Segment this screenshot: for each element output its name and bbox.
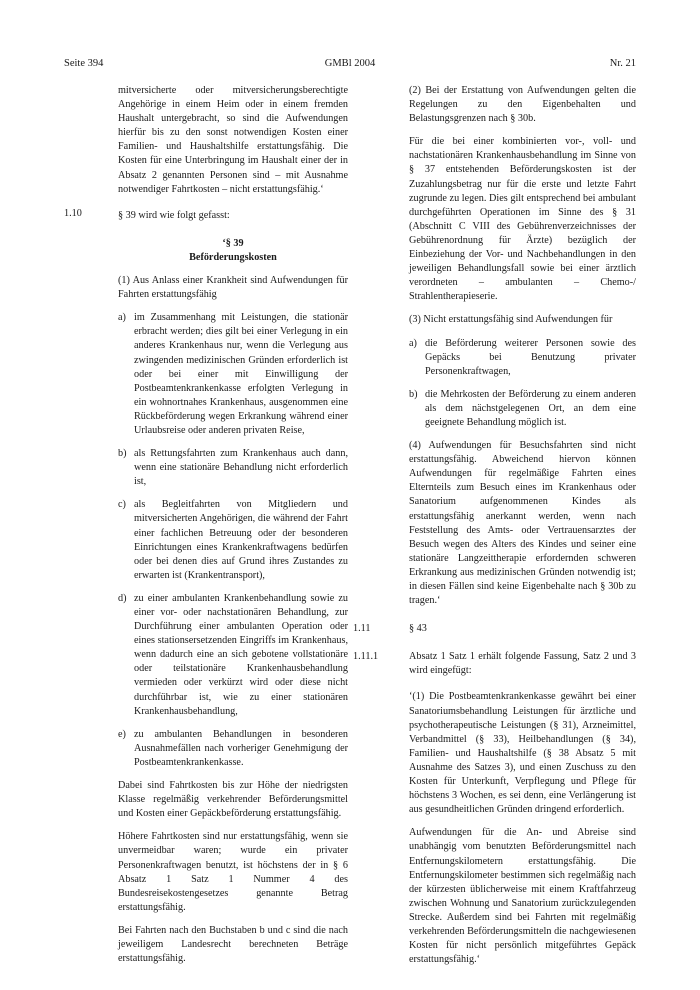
- list-label: c): [118, 499, 126, 511]
- quoted-paragraph: ‘(1) Die Postbeamtenkrankenkasse gewährt bei einer Sanatoriumsbehandlung Leistungen für ärztliche und psychotherapeutische Leistungen (§ 31), Arzneimittel, Verbandmittel (§ 33), Heilbehandlungen (§ 34), Familien- und Haushaltshilfe (§ 38 Absatz 5 mit Ausnahme des Satzes 3), und einen Zuschuss zu den Kosten für Unterkunft, Verpflegung und Pflege für höchstens 3 Wochen, es sei denn, eine Verlängerung ist aus gesundheitlichen Gründen dringend erforderlich.: [409, 691, 636, 816]
- list-label: d): [118, 592, 127, 604]
- list-item: [118, 447, 348, 489]
- section-number: 1.11: [353, 623, 371, 635]
- paragraph: (3) Nicht erstattungsfähig sind Aufwendungen für: [409, 314, 613, 326]
- list-item: [118, 311, 348, 438]
- paragraph: (4) Aufwendungen für Besuchsfahrten sind nicht erstattungsfähig. Abweichend hiervon können Aufwendungen für regelmäßige Fahrten eines Elternteils zum Besuch eines im Krankenhaus oder Sanatorium aufgenommenen Kindes als erstattungsfähig anerkannt werden, wenn nach Feststellung des Amts- oder Vertrauensarztes der Besuch wegen des Alters des Kindes und seiner eine stationäre Langzeittherapie erfordernden schweren Erkrankung aus medizinischen Gründen notwendig ist; in diesen Fällen sind keine Eigenbehalte nach § 30b zu tragen.‘: [409, 440, 636, 607]
- list-text: die Mehrkosten der Beförderung zu einem anderen als dem nächstgelegenen Ort, an dem eine geeignete Behandlung möglich ist.: [425, 388, 636, 428]
- list-label: b): [409, 388, 418, 400]
- paragraph: (2) Bei der Erstattung von Aufwendungen gelten die Regelungen zu den Eigenbehalten und Belastungsgrenzen nach § 30b.: [409, 85, 636, 125]
- left-column: [118, 84, 348, 966]
- intro-paragraph: mitversicherte oder mitversicherungsberechtigte Angehörige in einem Heim oder in einem fremden Haushalt untergebracht, so sind die Aufwendungen hierfür bis zu den sonst notwendigen Kosten einer Familien- und Haushaltshilfe erstattungsfähig. Die Kosten für eine Unterbringung im Haushalt einer der in Absatz 2 genannten Personen sind – mit Ausnahme notwendiger Fahrtkosten – nicht erstattungsfähig.‘: [118, 85, 348, 195]
- list-text: im Zusammenhang mit Leistungen, die stationär erbracht werden; dies gilt bei einer Verlegung in ein anderes Krankenhaus nur, wenn die Verlegung aus zwingenden medizinischen Gründen erforderlich ist oder bei einer mit Einwilligung der Postbeamtenkrankenkasse erfolgten Verlegung in ein wohnortnahes Krankenhaus, ausgenommen eine Rückbeförderung wegen Erkrankung während einer Urlaubsreise oder anderen privaten Reise,: [134, 312, 348, 436]
- section-1-11: [353, 622, 636, 678]
- section-text: § 39 wird wie folgt gefasst:: [118, 209, 230, 221]
- section-number: 1.10: [64, 208, 82, 219]
- list-label: a): [409, 337, 417, 349]
- journal-title: GMBl 2004: [324, 58, 376, 69]
- list-text: die Beförderung weiterer Personen sowie des Gepäcks bei Benutzung privater Personenkraftwagen,: [425, 337, 636, 377]
- right-column: [353, 84, 636, 967]
- issue-number: Nr. 21: [609, 58, 636, 69]
- paragraph-heading: Beförderungskosten: [189, 251, 277, 263]
- list-item: [118, 728, 348, 770]
- paragraph: Dabei sind Fahrtkosten bis zur Höhe der niedrigsten Klasse regelmäßig verkehrender Beförderungsmittel und Kosten einer Gepäckbeförderung erstattungsfähig.: [118, 780, 348, 820]
- list-text: zu einer ambulanten Krankenbehandlung sowie zu einer vor- oder nachstationären Behandlung, zur Durchführung einer ambulanten Operation oder eines stationsersetzenden Eingriffs im Krankenhaus, wenn dadurch eine an sich gebotene vollstationäre oder teilstationäre Krankenhausbehandlung vermieden oder verkürzt wird oder diese nicht durchführbar ist, wie zu einer stationären Krankenhausbehandlung,: [134, 592, 348, 717]
- section-row: [353, 650, 636, 678]
- list-text: als Begleitfahrten von Mitgliedern und mitversicherten Angehörigen, die während der Fahrt einer fachlichen Betreuung oder der besonderen Einrichtungen eines Krankenkraftwagens bedürfen oder bei denen dies auf Grund ihres Zustandes zu erwarten ist (Krankentransport),: [134, 499, 348, 581]
- section-text: Absatz 1 Satz 1 erhält folgende Fassung, Satz 2 und 3 wird eingefügt:: [409, 651, 636, 677]
- paragraph: Für die bei einer kombinierten vor-, voll- und nachstationären Krankenhausbehandlung im Sinne von § 37 entstehenden Beförderungskosten ist der Zuzahlungsbetrag nur für die erste und letzte Fahrt zugrunde zu legen. Dies gilt entsprechend bei ambulant durchgeführten Operationen im Sinne des § 31 (Abschnitt C VIII des Gebührenverzeichnisses der Gebührenordnung für Ärzte) bezüglich der Einbeziehung der Vor- und Nachbehandlungen in den jeweiligen Behandlungsfall sowie bei einer ärztlich verordneten – ambulanten – Chemo-/ Strahlentherapieserie.: [409, 136, 636, 303]
- list-item: [409, 388, 636, 430]
- page-number: Seite 394: [64, 58, 104, 69]
- paragraph-title: ‘§ 39: [222, 237, 244, 249]
- section-row: [353, 622, 636, 636]
- list-label: b): [118, 448, 127, 460]
- quoted-paragraph: Aufwendungen für die An- und Abreise sind unabhängig vom benutzten Beförderungsmittel nach Entfernungskilometern erstattungsfähig. Die Entfernungskilometer bestimmen sich regelmäßig nach der kürzesten üblicherweise mit einem Kraftfahrzeug zwischen Wohnung und Sanatorium zurückzulegenden Strecke. Außerdem sind bei Fahrten mit regelmäßig verkehrenden Beförderungsmitteln die nachgewiesenen Kosten für nicht persönlich mitgeführtes Gepäck erstattungsfähig.‘: [409, 827, 636, 966]
- paragraph: (1) Aus Anlass einer Krankheit sind Aufwendungen für Fahrten erstattungsfähig: [118, 275, 348, 301]
- list-item: [118, 498, 348, 583]
- list-label: e): [118, 728, 126, 740]
- section-text: § 43: [409, 623, 427, 635]
- section-number: 1.11.1: [353, 651, 379, 663]
- list-text: als Rettungsfahrten zum Krankenhaus auch dann, wenn eine stationäre Behandlung nicht erforderlich ist,: [134, 448, 348, 488]
- list-item: [118, 592, 348, 719]
- list-item: [409, 337, 636, 379]
- list-label: a): [118, 312, 126, 324]
- list-text: zu ambulanten Behandlungen in besonderen Ausnahmefällen nach vorheriger Genehmigung der Postbeamtenkrankenkasse.: [134, 728, 348, 768]
- paragraph: Bei Fahrten nach den Buchstaben b und c sind die nach jeweiligem Landesrecht berechneten Beträge erstattungsfähig.: [118, 924, 348, 965]
- paragraph: Höhere Fahrtkosten sind nur erstattungsfähig, wenn sie unvermeidbar waren; wurde ein privater Personenkraftwagen benutzt, ist höchstens der in § 6 Absatz 1 Satz 1 Nummer 4 des Bundesreisekostengesetzes genannte Betrag erstattungsfähig.: [118, 831, 348, 913]
